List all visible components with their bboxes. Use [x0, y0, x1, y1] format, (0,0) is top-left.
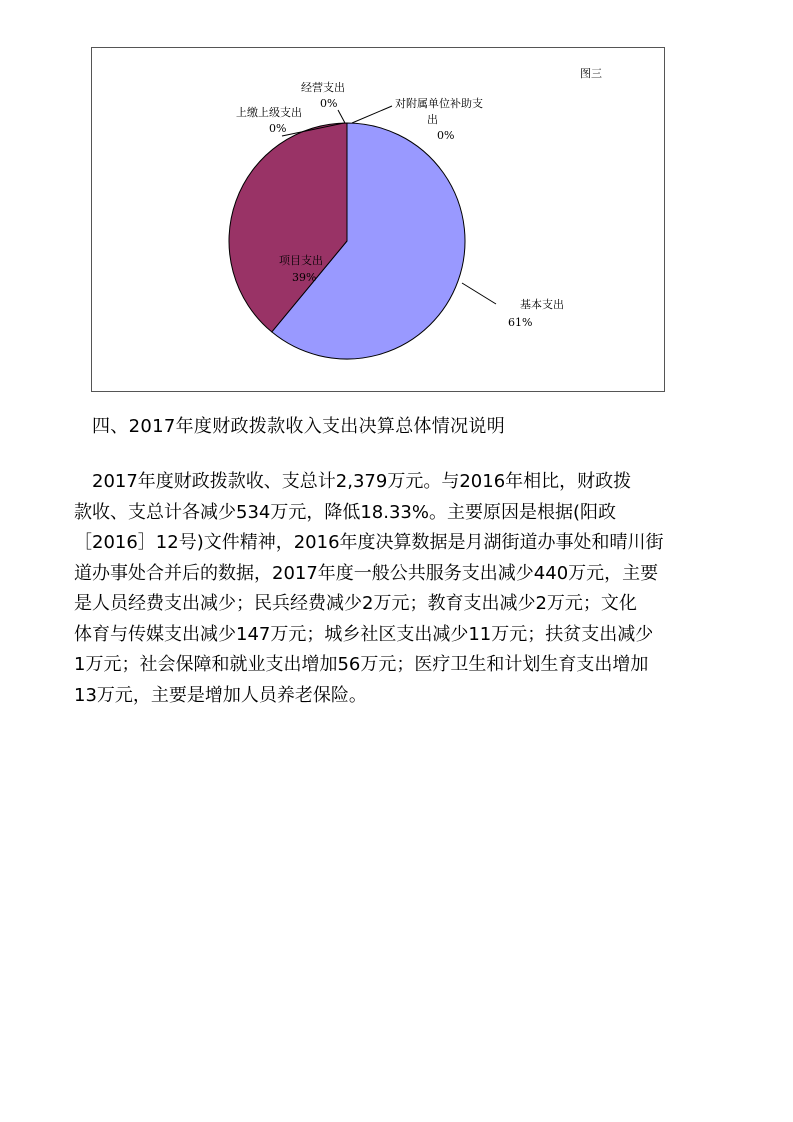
label-fushu-name: 对附属单位补助支 — [395, 97, 483, 110]
leader-line-3 — [462, 283, 496, 304]
pie-chart-frame — [91, 47, 665, 392]
label-jiben-name: 基本支出 — [520, 298, 564, 311]
label-xiangmu-name: 项目支出 — [279, 254, 323, 267]
label-jiben-pct: 61% — [508, 316, 533, 329]
label-shangjiao-pct: 0% — [269, 122, 287, 135]
body-line: 道办事处合并后的数据，2017年度一般公共服务支出减少440万元，主要 — [74, 562, 659, 584]
body-line: 是人员经费支出减少；民兵经费减少2万元；教育支出减少2万元；文化 — [74, 593, 637, 614]
section-heading: 四、2017年度财政拨款收入支出决算总体情况说明 — [92, 416, 506, 437]
body-paragraph — [74, 467, 722, 711]
body-line: 体育与传媒支出减少147万元；城乡社区支出减少11万元；扶贫支出减少 — [74, 623, 654, 645]
label-shangjiao-name: 上缴上级支出 — [236, 106, 302, 119]
body-line: 款收、支总计各减少534万元，降低18.33%。主要原因是根据(阳政 — [74, 501, 617, 523]
label-fushu-name-cont: 出 — [427, 113, 438, 126]
body-line: 13万元，主要是增加人员养老保险。 — [74, 684, 367, 706]
chart-title: 图三 — [580, 67, 602, 80]
body-line: ［2016］12号)文件精神，2016年度决算数据是月湖街道办事处和晴川街 — [74, 532, 664, 553]
pie-chart — [92, 48, 664, 391]
label-xiangmu-pct: 39% — [292, 271, 317, 284]
label-jingying-name: 经营支出 — [301, 81, 345, 94]
body-line: 1万元；社会保障和就业支出增加56万元；医疗卫生和计划生育支出增加 — [74, 654, 649, 675]
body-line: 2017年度财政拨款收、支总计2,379万元。与2016年相比，财政拨 — [92, 471, 632, 492]
label-jingying-pct: 0% — [320, 97, 338, 110]
label-fushu-pct: 0% — [437, 129, 455, 142]
leader-line-1 — [338, 110, 345, 123]
leader-line-0 — [352, 106, 392, 123]
